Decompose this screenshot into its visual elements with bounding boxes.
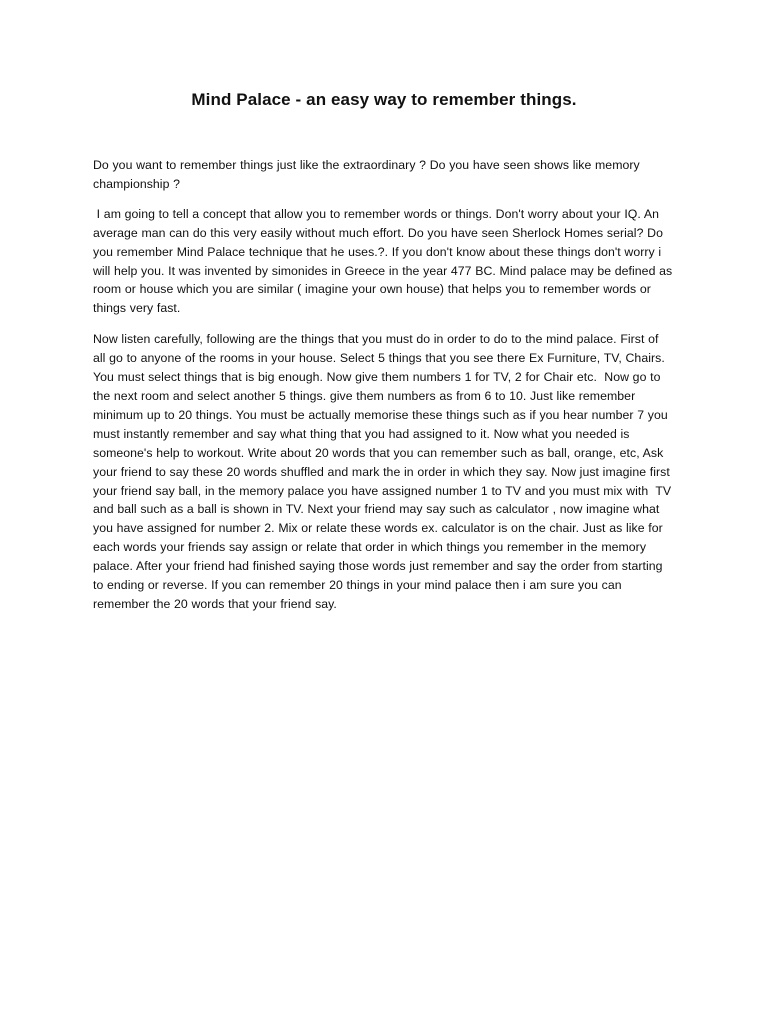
paragraph-intro: Do you want to remember things just like the extraordinary ? Do you have seen shows like memory championship ? bbox=[93, 158, 640, 191]
document-title: Mind Palace - an easy way to remember things. bbox=[191, 90, 577, 109]
paragraph-concept: I am going to tell a concept that allow you to remember words or things. Don't worry about your IQ. An average man can do this very easily without much effort. Do you have seen Sherlock Homes serial? Do you remember Mind Palace technique that he uses.?. If you don't know about these things don't worry i will help you. It was invented by simonides in Greece in the year 477 BC. Mind palace may be defined as room or house which you are similar ( imagine your own house) that helps you to remember words or things very fast. bbox=[93, 206, 676, 316]
paragraph-instructions: Now listen carefully, following are the things that you must do in order to do to the mind palace. First of all go to anyone of the rooms in your house. Select 5 things that you see there Ex Furniture, TV, Chairs. You must select things that is big enough. Now give them numbers 1 for TV, 2 for Chair etc. Now go to the next room and select another 5 things. give them numbers as from 6 to 10. Just like remember minimum up to 20 things. You must be actually memorise these things such as if you hear number 7 you must instantly remember and say what thing that you had assigned to it. Now what you needed is someone's help to workout. Write about 20 words that you can remember such as ball, orange, etc, Ask your friend to say these 20 words shuffled and mark the in order in which they say. Now just imagine first your friend say ball, in the memory palace you have assigned number 1 to TV and you must mix with TV and ball such as a ball is shown in TV. Next your friend may say such as calculator , now imagine what you have assigned for number 2. Mix or relate these words ex. calculator is on the chair. Just as like for each words your friends say assign or relate that order in which things you remember in the memory palace. After your friend had finished saying those words just remember and say the order from starting to ending or reverse. If you can remember 20 things in your mind palace then i am sure you can remember the 20 words that your friend say. bbox=[93, 332, 675, 611]
document-body bbox=[93, 156, 676, 626]
